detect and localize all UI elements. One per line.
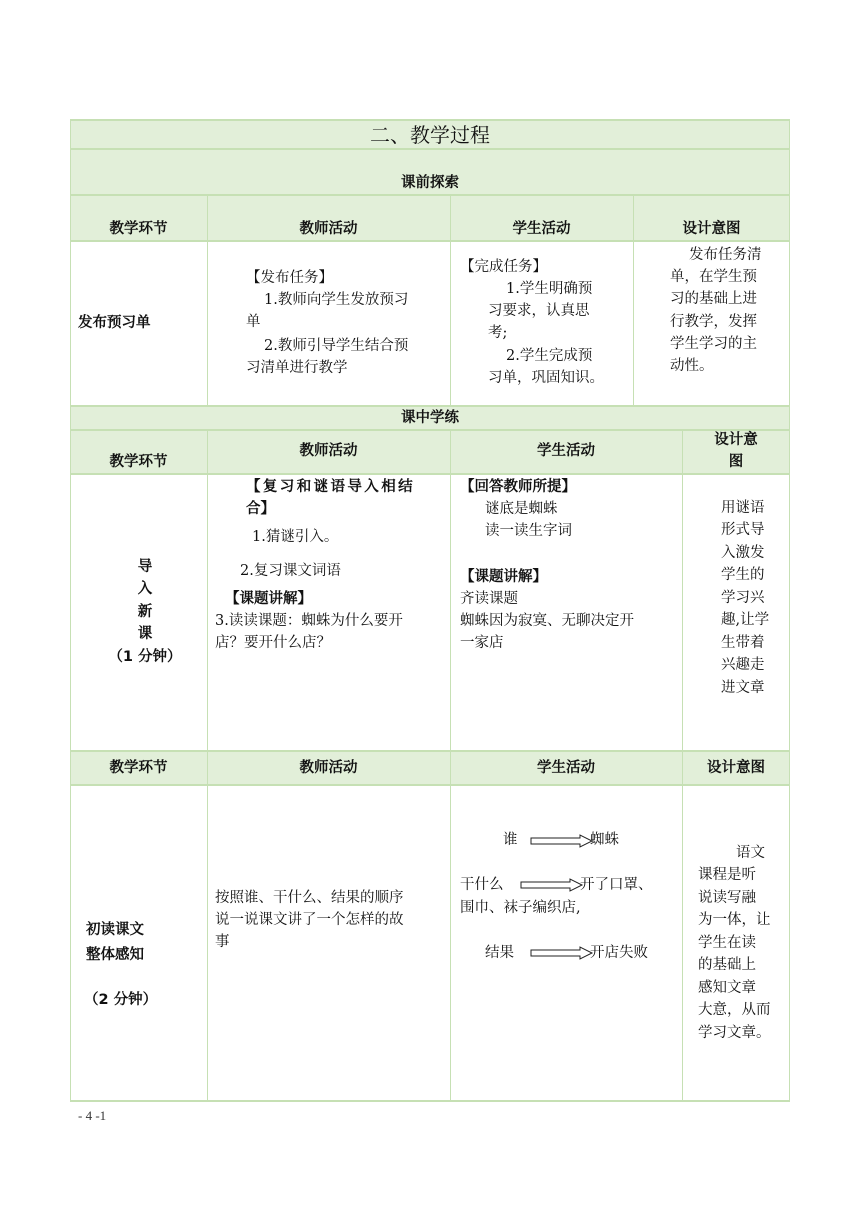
header-student: 学生活动 — [537, 443, 595, 459]
arrow-icon — [530, 946, 594, 960]
intent-line: 趣,让学 — [721, 612, 770, 628]
teacher-item: 2.复习课文词语 — [240, 563, 341, 579]
header-teacher: 教师活动 — [299, 443, 358, 459]
arrow-icon — [520, 878, 584, 892]
header-intent: 设计意图 — [682, 221, 741, 237]
header-teacher: 教师活动 — [299, 221, 358, 237]
student-line: 谜底是蜘蛛 — [485, 501, 558, 517]
intent-line: 的基础上 — [698, 957, 756, 973]
stage-char: 入 — [137, 581, 153, 597]
intent-line: 学习文章。 — [698, 1025, 771, 1041]
student-line: 一家店 — [460, 635, 504, 651]
intent-line: 语文 — [736, 845, 765, 861]
teacher-item: 1.猜谜引入。 — [252, 529, 339, 545]
student-line: 考; — [488, 325, 508, 341]
intent-line: 单，在学生预 — [670, 269, 757, 285]
teacher-head-cont: 合】 — [246, 501, 275, 517]
stage-preview-sheet: 发布预习单 — [78, 315, 151, 331]
student-line: 齐读课题 — [460, 591, 518, 607]
stage-line: 整体感知 — [86, 947, 144, 963]
who-label: 谁 — [503, 832, 518, 848]
student-head: 【课题讲解】 — [460, 569, 547, 585]
header-student: 学生活动 — [512, 221, 571, 237]
what-value: 开了口罩、 — [580, 877, 653, 893]
intent-line: 感知文章 — [698, 980, 756, 996]
teacher-line: 说一说课文讲了一个怎样的故 — [215, 912, 404, 928]
teacher-line: 单 — [246, 314, 261, 330]
page-number: - 4 -1 — [78, 1108, 107, 1123]
teacher-task-head: 【发布任务】 — [246, 270, 333, 286]
stage-char: 新 — [137, 604, 153, 620]
intent-line: 习的基础上进 — [670, 291, 757, 307]
header-intent: 设计意 — [714, 432, 758, 448]
header-intent-cont: 图 — [728, 454, 744, 470]
header-intent: 设计意图 — [707, 760, 765, 776]
intent-line: 入激发 — [721, 545, 765, 561]
student-line: 蜘蛛因为寂寞、无聊决定开 — [460, 613, 634, 629]
teacher-item: 店？要开什么店？ — [215, 635, 331, 651]
student-task-head: 【完成任务】 — [460, 259, 547, 275]
what-label: 干什么 — [460, 877, 504, 893]
stage-time: （2 分钟） — [84, 992, 158, 1008]
intent-line: 生带着 — [721, 635, 765, 651]
result-label: 结果 — [485, 945, 514, 961]
arrow-icon — [530, 834, 594, 848]
student-line: 2.学生完成预 — [506, 348, 593, 364]
section-title: 二、教学过程 — [370, 123, 490, 147]
intent-line: 说读写融 — [698, 890, 756, 906]
student-line: 1.学生明确预 — [506, 281, 593, 297]
header-student: 学生活动 — [537, 760, 595, 776]
stage-time: （1 分钟） — [108, 649, 182, 665]
intent-line: 学生的 — [721, 567, 765, 583]
teacher-line: 按照谁、干什么、结果的顺序 — [215, 890, 404, 906]
intent-line: 形式导 — [721, 522, 765, 538]
stage-char: 导 — [137, 559, 153, 575]
student-head: 【回答教师所提】 — [460, 479, 576, 495]
intent-line: 学生学习的主 — [670, 336, 757, 352]
teacher-line: 事 — [215, 934, 230, 950]
teacher-head: 【复习和谜语导入相结 — [246, 479, 415, 495]
teacher-line: 习清单进行教学 — [246, 360, 348, 376]
teacher-line: 1.教师向学生发放预习 — [264, 292, 409, 308]
teacher-line: 2.教师引导学生结合预 — [264, 338, 409, 354]
intent-line: 动性。 — [670, 358, 714, 374]
intent-line: 用谜语 — [721, 500, 765, 516]
teacher-head: 【课题讲解】 — [225, 591, 312, 607]
who-value: 蜘蛛 — [590, 832, 619, 848]
stage-char: 课 — [137, 626, 153, 642]
what-value-cont: 围巾、袜子编织店, — [460, 900, 581, 916]
intent-line: 课程是听 — [698, 867, 756, 883]
intent-line: 学习兴 — [721, 590, 765, 606]
stage-line: 初读课文 — [86, 922, 144, 938]
intent-line: 为一体，让 — [698, 912, 771, 928]
intent-line: 大意，从而 — [698, 1002, 771, 1018]
header-teacher: 教师活动 — [299, 760, 358, 776]
intent-line: 行教学，发挥 — [670, 314, 757, 330]
result-value: 开店失败 — [590, 945, 648, 961]
student-line: 习要求，认真思 — [488, 303, 590, 319]
intent-line: 学生在读 — [698, 935, 756, 951]
teacher-item: 3.读读课题：蜘蛛为什么要开 — [215, 613, 403, 629]
intent-line: 兴趣走 — [721, 657, 765, 673]
header-stage: 教学环节 — [109, 760, 168, 776]
intent-line: 进文章 — [721, 680, 765, 696]
inclass-title: 课中学练 — [401, 410, 459, 426]
intent-line: 发布任务清 — [689, 247, 762, 263]
preclass-title: 课前探索 — [401, 175, 459, 191]
student-line: 读一读生字词 — [485, 523, 572, 539]
header-stage: 教学环节 — [109, 454, 168, 470]
student-line: 习单，巩固知识。 — [488, 370, 604, 386]
header-stage: 教学环节 — [109, 221, 168, 237]
